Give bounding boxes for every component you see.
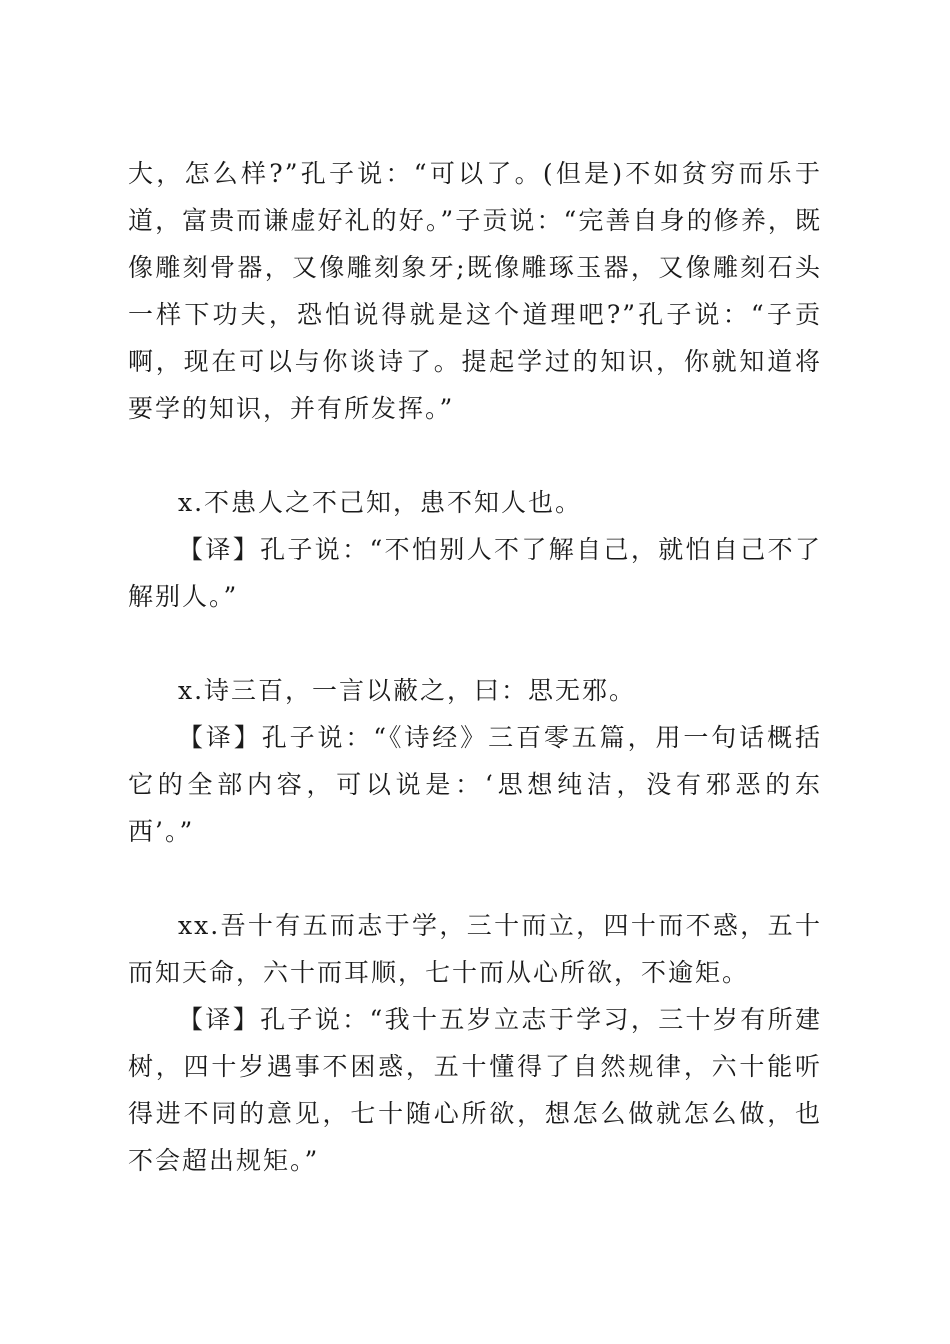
- paragraph-gap: [128, 620, 822, 667]
- passage-original: xx.吾十有五而志于学，三十而立，四十而不惑，五十而知天命，六十而耳顺，七十而从心所欲，不逾矩。: [128, 911, 822, 987]
- paragraph-gap: [128, 855, 822, 902]
- passage-translation: 【译】孔子说：“我十五岁立志于学习，三十岁有所建树，四十岁遇事不困惑，五十懂得了自然规律，六十能听得进不同的意见，七十随心所欲，想怎么做就怎么做，也不会超出规矩。”: [128, 1005, 822, 1175]
- paragraph-gap: [128, 432, 822, 479]
- passage-original: x.诗三百，一言以蔽之，曰：思无邪。: [178, 676, 637, 705]
- passage-translation: 【译】孔子说：“《诗经》三百零五篇，用一句话概括它的全部内容，可以说是：‘思想纯洁，没有邪恶的东西’。”: [128, 723, 822, 846]
- passage-original: x.不患人之不己知，患不知人也。: [178, 488, 583, 517]
- passage-translation: 【译】孔子说：“不怕别人不了解自己，就怕自己不了解别人。”: [128, 535, 822, 611]
- document-body: [128, 150, 822, 1184]
- paragraph-continuation: 大，怎么样?”孔子说：“可以了。(但是)不如贫穷而乐于道，富贵而谦虚好礼的好。”子贡说：“完善自身的修养，既像雕刻骨器，又像雕刻象牙;既像雕琢玉器，又像雕刻石头一样下功夫，恐怕说得就是这个道理吧?”孔子说：“子贡啊，现在可以与你谈诗了。提起学过的知识，你就知道将要学的知识，并有所发挥。”: [128, 159, 822, 423]
